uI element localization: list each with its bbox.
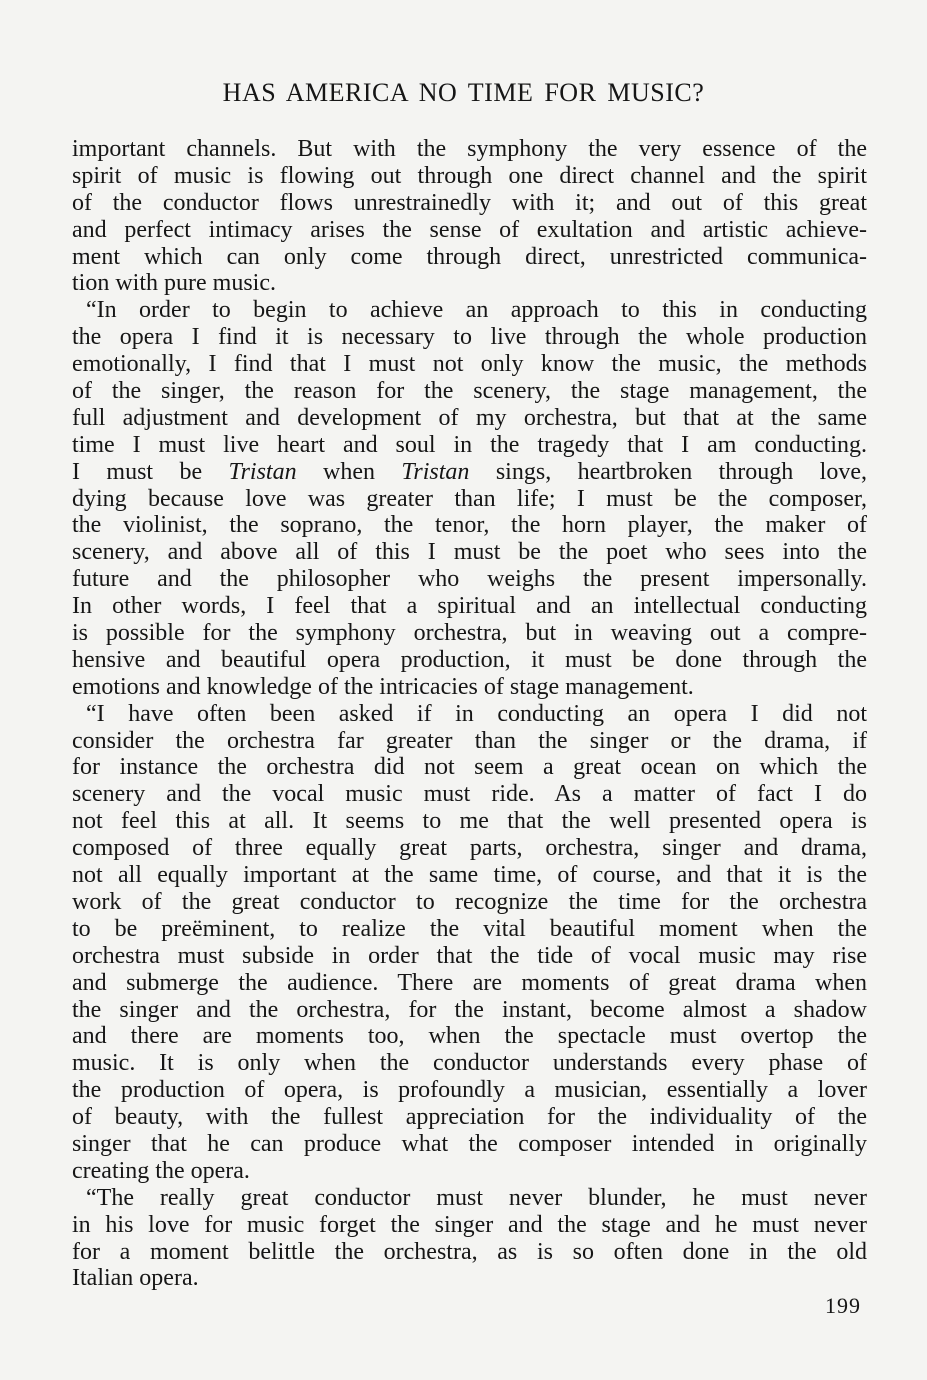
paragraph xyxy=(72,701,867,1185)
text-line: Italian opera. xyxy=(72,1265,199,1292)
text-line: creating the opera. xyxy=(72,1157,250,1184)
text-line: the production of opera, is profoundly a musician, essentially a lover xyxy=(72,1077,867,1104)
text-line: not all equally important at the same time, of course, and that it is the xyxy=(72,862,867,889)
italic-title: Tristan xyxy=(401,458,470,485)
paragraph xyxy=(72,1185,867,1293)
text-line: scenery and the vocal music must ride. As a matter of fact I do xyxy=(72,781,867,808)
text-line: to be preëminent, to realize the vital beautiful moment when the xyxy=(72,915,867,942)
text-line: the singer and the orchestra, for the instant, become almost a shadow xyxy=(72,996,867,1023)
text-segment: I must be xyxy=(72,458,229,485)
text-line: for a moment belittle the orchestra, as is so often done in the old xyxy=(72,1238,867,1265)
text-line: the opera I find it is necessary to live through the whole production xyxy=(72,324,867,351)
text-line: full adjustment and development of my orchestra, but that at the same xyxy=(72,404,867,431)
text-line: is possible for the symphony orchestra, but in weaving out a compre- xyxy=(72,620,867,647)
text-line: “In order to begin to achieve an approach to this in conducting xyxy=(86,297,867,324)
text-line: not feel this at all. It seems to me that the well presented opera is xyxy=(72,808,867,835)
text-line: and perfect intimacy arises the sense of exultation and artistic achieve- xyxy=(72,216,867,243)
text-line: in his love for music forget the singer and the stage and he must never xyxy=(72,1211,867,1238)
text-line: and there are moments too, when the spectacle must overtop the xyxy=(72,1023,867,1050)
text-segment: sings, heartbroken through love, xyxy=(469,458,867,485)
text-line: “I have often been asked if in conducting an opera I did not xyxy=(86,700,867,727)
text-line: emotionally, I find that I must not only know the music, the methods xyxy=(72,351,867,378)
text-line: orchestra must subside in order that the tide of vocal music may rise xyxy=(72,942,867,969)
text-line: important channels. But with the symphony the very essence of the xyxy=(72,136,867,162)
italic-title: Tristan xyxy=(228,458,297,485)
text-line: “The really great conductor must never blunder, he must never xyxy=(86,1184,867,1211)
text-line: of beauty, with the fullest appreciation for the individuality of the xyxy=(72,1104,867,1131)
text-line: and submerge the audience. There are moments of great drama when xyxy=(72,969,867,996)
text-line: time I must live heart and soul in the tragedy that I am conducting. xyxy=(72,431,867,458)
text-segment: when xyxy=(296,458,402,485)
page-number: 199 xyxy=(825,1293,861,1318)
text-line: for instance the orchestra did not seem a great ocean on which the xyxy=(72,754,867,781)
text-line: dying because love was greater than life; I must be the composer, xyxy=(72,485,867,512)
text-line: tion with pure music. xyxy=(72,270,276,297)
text-line: consider the orchestra far greater than the singer or the drama, if xyxy=(72,727,867,754)
body-text xyxy=(72,136,867,1292)
text-line: future and the philosopher who weighs the present impersonally. xyxy=(72,566,867,593)
text-line: hensive and beautiful opera production, it must be done through the xyxy=(72,646,867,673)
text-line: spirit of music is flowing out through one direct channel and the spirit xyxy=(72,162,867,189)
paragraph xyxy=(72,136,867,297)
text-line xyxy=(72,459,867,486)
text-line: composed of three equally great parts, orchestra, singer and drama, xyxy=(72,835,867,862)
text-line: of the conductor flows unrestrainedly with it; and out of this great xyxy=(72,189,867,216)
text-line: ment which can only come through direct, unrestricted communica- xyxy=(72,243,867,270)
text-line: music. It is only when the conductor understands every phase of xyxy=(72,1050,867,1077)
running-title: HAS AMERICA NO TIME FOR MUSIC? xyxy=(222,78,705,107)
text-line: work of the great conductor to recognize the time for the orchestra xyxy=(72,888,867,915)
text-line: singer that he can produce what the composer intended in originally xyxy=(72,1130,867,1157)
paragraph xyxy=(72,297,867,700)
text-line: emotions and knowledge of the intricacies of stage management. xyxy=(72,673,694,700)
text-line: In other words, I feel that a spiritual and an intellectual conducting xyxy=(72,593,867,620)
text-line: scenery, and above all of this I must be the poet who sees into the xyxy=(72,539,867,566)
text-line: the violinist, the soprano, the tenor, the horn player, the maker of xyxy=(72,512,867,539)
text-line: of the singer, the reason for the scenery, the stage management, the xyxy=(72,378,867,405)
